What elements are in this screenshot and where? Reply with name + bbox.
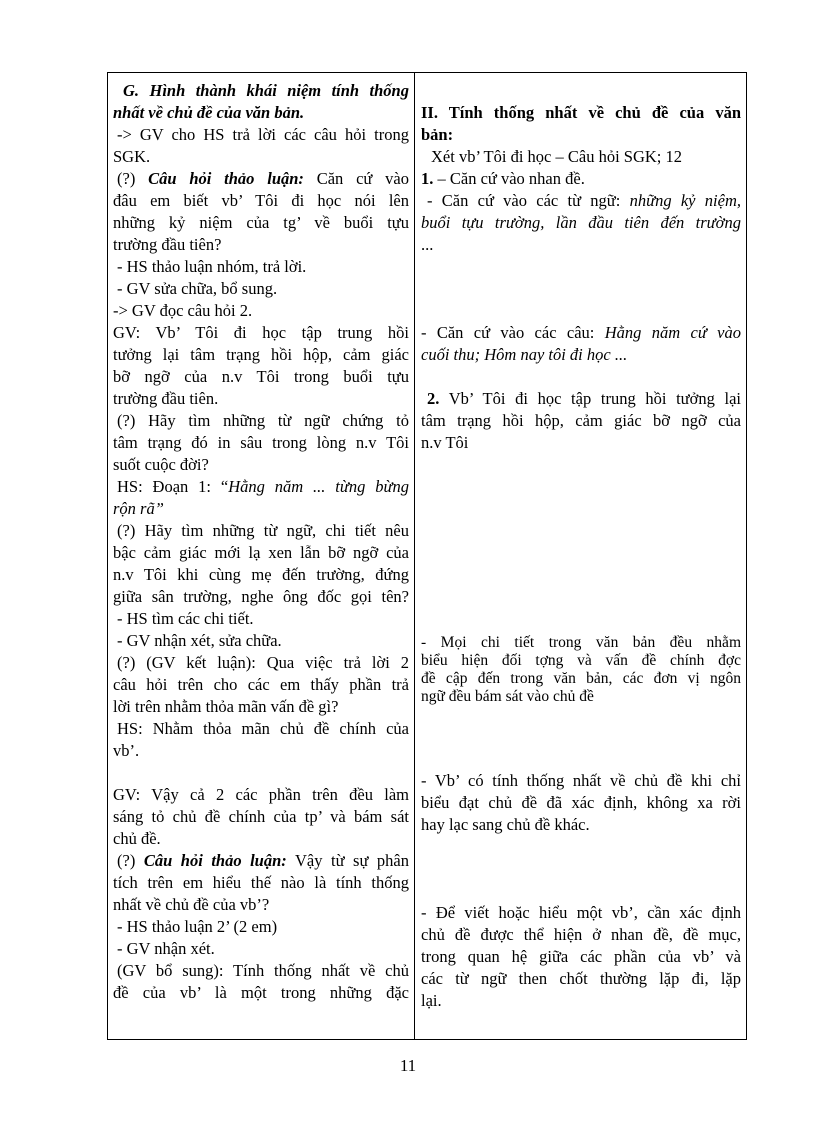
text-line: bỡ ngỡ của n.v Tôi trong buổi tựu bbox=[113, 367, 409, 386]
section-heading-cont: bản: bbox=[421, 125, 454, 144]
text-line: đề của vb’ là một trong những đặc bbox=[113, 983, 409, 1002]
text-line: trường đầu tiên? bbox=[113, 235, 222, 254]
text-line: - GV nhận xét. bbox=[117, 939, 215, 958]
text-line: câu hỏi trên cho các em thấy phần trả bbox=[113, 675, 409, 694]
text-line: rộn rã” bbox=[113, 499, 164, 518]
text-line: giữa sân trường, nghe ông đốc gọi tên? bbox=[113, 587, 409, 606]
discussion-question: (?) Câu hỏi thảo luận: Căn cứ vào bbox=[117, 169, 409, 188]
text-line: sáng tỏ chủ đề chính của tp’ và bám sát bbox=[113, 807, 409, 826]
text-line: - HS thảo luận 2’ (2 em) bbox=[117, 917, 278, 936]
spacer bbox=[421, 454, 741, 630]
text-line: - Mọi chi tiết trong văn bản đều nhằm bbox=[421, 634, 741, 651]
spacer bbox=[421, 256, 741, 322]
text-line: (GV bổ sung): Tính thống nhất về chủ bbox=[117, 961, 409, 980]
text-line: -> GV đọc câu hỏi 2. bbox=[113, 301, 253, 320]
student-answer: HS: Đoạn 1: “Hằng năm ... từng bừng bbox=[117, 477, 409, 496]
text-line: cuối thu; Hôm nay tôi đi học ... bbox=[421, 345, 628, 364]
text-line: nhất về chủ đề của vb’? bbox=[113, 895, 270, 914]
text-line: tâm trạng hồi hộp, cảm giác bỡ ngỡ của bbox=[421, 411, 741, 430]
text-line: - GV sửa chữa, bổ sung. bbox=[117, 279, 278, 298]
text-line: - HS thảo luận nhóm, trả lời. bbox=[117, 257, 307, 276]
text-line: ngữ đều bám sát vào chủ đề bbox=[421, 688, 594, 705]
text-line: trong quan hệ giữa các phần của vb’ và bbox=[421, 947, 741, 966]
text-line: đề cập đến trong văn bản, các đơn vị ngôn bbox=[421, 670, 741, 687]
text-line: HS: Nhằm thỏa mãn chủ đề chính của bbox=[117, 719, 409, 738]
text-line: SGK. bbox=[113, 147, 151, 166]
spacer bbox=[421, 80, 741, 102]
text-line: - GV nhận xét, sửa chữa. bbox=[117, 631, 282, 650]
text-line: hay lạc sang chủ đề khác. bbox=[421, 815, 590, 834]
lesson-content-column bbox=[421, 80, 741, 1012]
text-line: biểu hiện đối tợng và vấn đề chính đợc bbox=[421, 652, 741, 669]
text-line: lại. bbox=[421, 991, 442, 1010]
text-line: trường đầu tiên. bbox=[113, 389, 219, 408]
spacer bbox=[113, 762, 409, 784]
text-line: - Căn cứ vào các từ ngữ: những kỷ niệm, bbox=[427, 191, 741, 210]
text-line: những kỷ niệm của tg’ về buổi tựu bbox=[113, 213, 409, 232]
text-line: buổi tựu trường, lần đầu tiên đến trường bbox=[421, 213, 741, 232]
text-line: chủ đề được thể hiện ở nhan đề, đề mục, bbox=[421, 925, 741, 944]
text-line: -> GV cho HS trả lời các câu hỏi trong bbox=[117, 125, 409, 144]
text-line: bậc cảm giác mới lạ xen lẫn bỡ ngỡ của bbox=[113, 543, 409, 562]
point-1: 1. – Căn cứ vào nhan đề. bbox=[421, 169, 585, 188]
text-line: biểu đạt chủ đề đã xác định, không xa rời bbox=[421, 793, 741, 812]
text-line: Xét vb’ Tôi đi học – Câu hỏi SGK; 12 bbox=[431, 147, 682, 166]
text-line: suốt cuộc đời? bbox=[113, 455, 209, 474]
text-line: n.v Tôi bbox=[421, 433, 469, 452]
page-number: 11 bbox=[399, 1056, 417, 1075]
text-line: chủ đề. bbox=[113, 829, 161, 848]
text-line: lời trên nhằm thỏa mãn vấn đề gì? bbox=[113, 697, 339, 716]
text-line: - Vb’ có tính thống nhất về chủ đề khi chỉ bbox=[421, 771, 741, 790]
section-heading: G. Hình thành khái niệm tính thống bbox=[123, 81, 409, 100]
spacer bbox=[421, 706, 741, 770]
spacer bbox=[421, 366, 741, 388]
text-line: - Căn cứ vào các câu: Hằng năm cứ vào bbox=[421, 323, 741, 342]
text-line: đâu em biết vb’ Tôi đi học nói lên bbox=[113, 191, 409, 210]
section-heading-cont: nhất về chủ đề của văn bản. bbox=[113, 103, 305, 122]
text-line: (?) Hãy tìm những từ ngữ chứng tỏ bbox=[117, 411, 409, 430]
text-line: - HS tìm các chi tiết. bbox=[117, 609, 254, 628]
text-line: tích trên em hiểu thế nào là tính thống bbox=[113, 873, 409, 892]
teacher-student-activities-column bbox=[113, 80, 409, 1004]
text-line: GV: Vậy cả 2 các phần trên đều làm bbox=[113, 785, 409, 804]
text-line: tưởng lại tâm trạng hồi hộp, cảm giác bbox=[113, 345, 409, 364]
text-line: vb’. bbox=[113, 741, 140, 760]
text-line: GV: Vb’ Tôi đi học tập trung hồi bbox=[113, 323, 409, 342]
discussion-question: (?) Câu hỏi thảo luận: Vậy từ sự phân bbox=[117, 851, 409, 870]
text-line: n.v Tôi khi cùng mẹ đến trường, đứng bbox=[113, 565, 409, 584]
text-line: (?) (GV kết luận): Qua việc trả lời 2 bbox=[117, 653, 409, 672]
point-2: 2. Vb’ Tôi đi học tập trung hồi tưởng lại bbox=[427, 389, 741, 408]
section-heading: II. Tính thống nhất về chủ đề của văn bbox=[421, 103, 741, 122]
spacer bbox=[421, 836, 741, 902]
text-line: ... bbox=[421, 235, 434, 254]
text-line: - Để viết hoặc hiểu một vb’, cần xác định bbox=[421, 903, 741, 922]
column-divider bbox=[414, 72, 415, 1040]
text-line: tâm trạng đó in sâu trong lòng n.v Tôi bbox=[113, 433, 409, 452]
text-line: (?) Hãy tìm những từ ngữ, chi tiết nêu bbox=[117, 521, 409, 540]
text-line: các từ ngữ then chốt thường lặp đi, lặp bbox=[421, 969, 741, 988]
